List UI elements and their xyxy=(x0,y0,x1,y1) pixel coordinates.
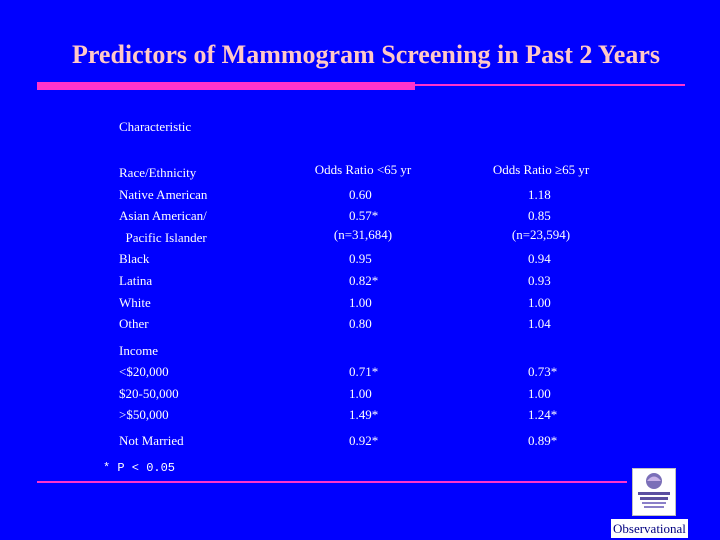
header-characteristic: Characteristic xyxy=(119,119,192,134)
row-label: Not Married xyxy=(119,433,184,448)
significance-footnote: * P < 0.05 xyxy=(103,461,176,475)
row-value-under-65: 0.80 xyxy=(349,316,372,331)
row-label: $20-50,000 xyxy=(119,386,179,401)
row-value-under-65: 0.92* xyxy=(349,433,379,448)
row-label: Native American xyxy=(119,187,208,202)
row-value-65-plus: 1.18 xyxy=(528,187,551,202)
row-label: Other xyxy=(119,316,149,331)
row-value-under-65: 0.60 xyxy=(349,187,372,202)
row-label: Latina xyxy=(119,273,153,288)
row-value-65-plus: 0.93 xyxy=(528,273,551,288)
row-value-65-plus: 1.04 xyxy=(528,316,551,331)
row-label: <$20,000 xyxy=(119,364,169,379)
section-heading-income: Income xyxy=(119,343,158,358)
slide-title: Predictors of Mammogram Screening in Past 2 Years xyxy=(71,40,660,69)
row-value-65-plus: 0.85 xyxy=(528,208,551,223)
row-value-65-plus: 0.73* xyxy=(528,364,558,379)
row-value-under-65: 0.95 xyxy=(349,251,372,266)
row-value-under-65: 1.49* xyxy=(349,407,379,422)
row-value-65-plus: 1.24* xyxy=(528,407,558,422)
row-value-65-plus: 1.00 xyxy=(528,386,551,401)
row-value-65-plus: 0.94 xyxy=(528,251,551,266)
header-under-65-line1: Odds Ratio <65 yr xyxy=(314,162,412,178)
row-value-65-plus: 1.00 xyxy=(528,295,551,310)
row-label: Pacific Islander xyxy=(119,230,207,245)
womens-health-logo-icon xyxy=(632,468,676,516)
row-value-under-65: 1.00 xyxy=(349,295,372,310)
row-label: Black xyxy=(119,251,150,266)
header-under-65-line2: (n=31,684) xyxy=(333,226,393,242)
row-value-under-65: 0.57* xyxy=(349,208,379,223)
row-value-under-65: 0.71* xyxy=(349,364,379,379)
study-type-label: Observational xyxy=(613,521,686,536)
title-underline-accent xyxy=(37,82,415,90)
section-heading-race: Race/Ethnicity xyxy=(119,165,197,180)
row-value-under-65: 0.82* xyxy=(349,273,379,288)
header-65-plus-line2: (n=23,594) xyxy=(511,226,571,242)
row-label: White xyxy=(119,295,151,310)
row-label: >$50,000 xyxy=(119,407,169,422)
row-value-under-65: 1.00 xyxy=(349,386,372,401)
footer-rule xyxy=(37,481,627,483)
row-label: Asian American/ xyxy=(119,208,207,223)
title-underline-thin xyxy=(415,84,685,86)
row-value-65-plus: 0.89* xyxy=(528,433,558,448)
header-65-plus-line1: Odds Ratio ≥65 yr xyxy=(492,162,590,178)
